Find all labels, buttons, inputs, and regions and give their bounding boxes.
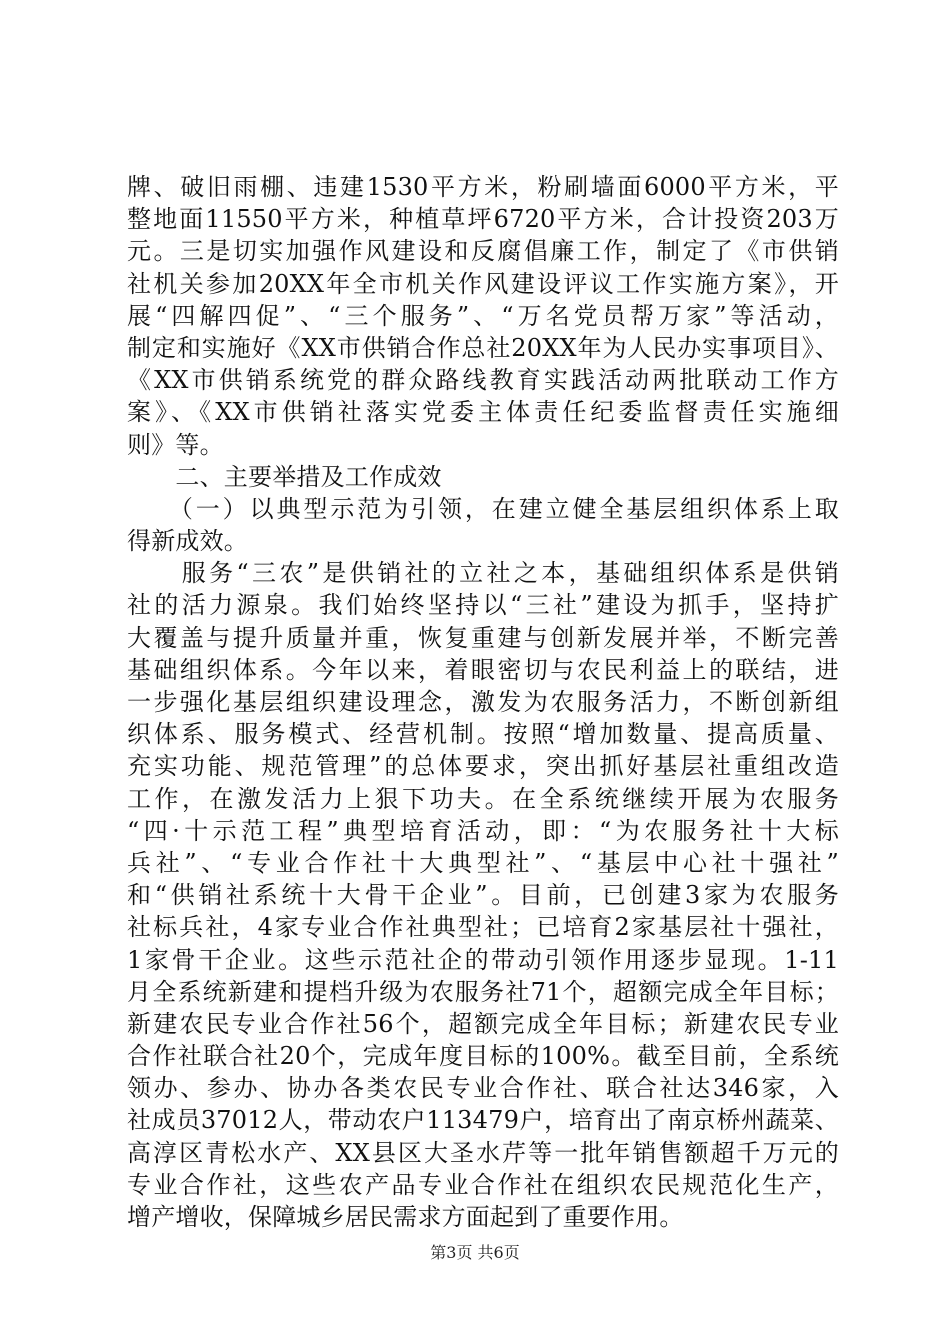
- page-footer: 第3页 共6页: [430, 1243, 520, 1262]
- text-line: 织体系、服务模式、经营机制。按照“增加数量、提高质量、: [127, 720, 839, 749]
- text-line: 合作社联合社20个，完成年度目标的100%。截至目前，全系统: [127, 1042, 839, 1071]
- text-line: 工作，在激发活力上狠下功夫。在全系统继续开展为农服务: [127, 784, 839, 813]
- text-line: 社的活力源泉。我们始终坚持以“三社”建设为抓手，坚持扩: [127, 591, 839, 620]
- text-line: 《XX市供销系统党的群众路线教育实践活动两批联动工作方: [127, 366, 839, 395]
- text-line: 展“四解四促”、“三个服务”、“万名党员帮万家”等活动，: [127, 301, 839, 330]
- text-line: 充实功能、规范管理”的总体要求，突出抓好基层社重组改造: [127, 752, 839, 781]
- body-text: [127, 171, 839, 1233]
- text-line: “四·十示范工程”典型培育活动，即：“为农服务社十大标: [127, 816, 839, 845]
- text-line: 领办、参办、协办各类农民专业合作社、联合社达346家，入: [127, 1074, 839, 1103]
- text-line: 案》、《XX市供销社落实党委主体责任纪委监督责任实施细: [127, 398, 839, 427]
- text-line: 二、主要举措及工作成效: [127, 462, 442, 491]
- text-line: 增产增收，保障城乡居民需求方面起到了重要作用。: [127, 1203, 684, 1231]
- text-line: 元。三是切实加强作风建设和反腐倡廉工作，制定了《市供销: [127, 237, 839, 266]
- text-line: 则》等。: [127, 430, 224, 459]
- text-line: 基础组织体系。今年以来，着眼密切与农民利益上的联结，进: [127, 655, 839, 684]
- text-line: 和“供销社系统十大骨干企业”。目前，已创建3家为农服务: [127, 881, 839, 910]
- text-line: 社机关参加20XX年全市机关作风建设评议工作实施方案》，开: [127, 269, 839, 298]
- text-line: 得新成效。: [127, 527, 248, 556]
- text-line: 专业合作社，这些农产品专业合作社在组织农民规范化生产，: [127, 1170, 839, 1199]
- text-line: 服务“三农”是供销社的立社之本，基础组织体系是供销: [127, 559, 839, 588]
- text-line: 牌、破旧雨棚、违建1530平方米，粉刷墙面6000平方米，平: [127, 173, 839, 201]
- text-line: 高淳区青松水产、XX县区大圣水芹等一批年销售额超千万元的: [127, 1138, 839, 1167]
- text-line: 制定和实施好《XX市供销合作总社20XX年为人民办实事项目》、: [127, 333, 839, 362]
- text-line: 社标兵社，4家专业合作社典型社；已培育2家基层社十强社，: [127, 913, 839, 942]
- text-line: 大覆盖与提升质量并重，恢复重建与创新发展并举，不断完善: [127, 623, 839, 652]
- text-line: 兵社”、“专业合作社十大典型社”、“基层中心社十强社”: [127, 848, 839, 877]
- text-line: 社成员37012人，带动农户113479户，培育出了南京桥州蔬菜、: [127, 1106, 839, 1135]
- text-line: 一步强化基层组织建设理念，激发为农服务活力，不断创新组: [127, 688, 839, 716]
- text-line: （一）以典型示范为引领，在建立健全基层组织体系上取: [127, 494, 839, 523]
- text-line: 整地面11550平方米，种植草坪6720平方米，合计投资203万: [127, 205, 839, 234]
- text-line: 新建农民专业合作社56个，超额完成全年目标；新建农民专业: [127, 1009, 839, 1038]
- text-line: 月全系统新建和提档升级为农服务社71个，超额完成全年目标；: [127, 977, 839, 1006]
- text-line: 1家骨干企业。这些示范社企的带动引领作用逐步显现。1-11: [127, 945, 839, 974]
